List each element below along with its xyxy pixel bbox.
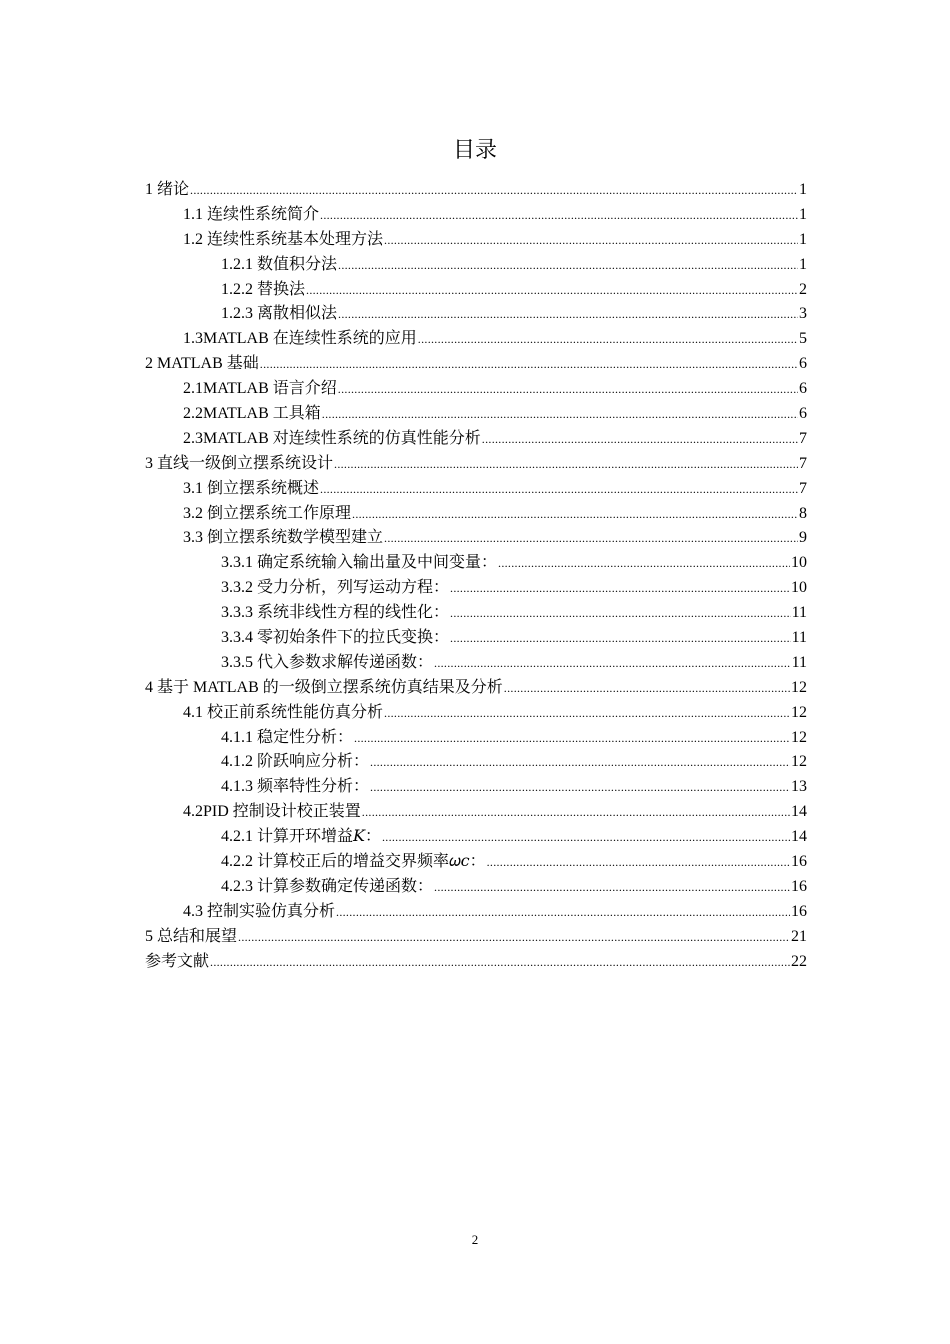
dot-leader [434, 875, 790, 900]
dot-leader [336, 900, 790, 925]
toc-entry[interactable] [145, 178, 807, 203]
toc-entry-label: 4 基于 MATLAB 的一级倒立摆系统仿真结果及分析 [145, 678, 503, 696]
toc-entry-label: 1.2.1 数值积分法 [221, 255, 338, 273]
toc-entry-label: 1.2.2 替换法 [221, 280, 306, 298]
toc-entry-page: 5 [799, 330, 807, 348]
toc-entry[interactable] [145, 850, 807, 875]
toc-entry-page: 14 [791, 828, 807, 846]
toc-entry[interactable] [145, 775, 807, 800]
toc-entry-label: 参考文献 [145, 952, 210, 970]
toc-entry-label: 4.1 校正前系统性能仿真分析 [183, 703, 384, 721]
toc-entry-label: 4.1.1 稳定性分析： [221, 728, 354, 746]
toc-entry[interactable] [145, 452, 807, 477]
toc-entry-page: 7 [799, 429, 807, 447]
toc-entry[interactable] [145, 327, 807, 352]
toc-entry-page: 8 [799, 504, 807, 522]
toc-entry-page: 11 [791, 604, 807, 622]
toc-entry[interactable] [145, 203, 807, 228]
dot-leader [384, 701, 790, 726]
dot-leader [238, 925, 790, 950]
dot-leader [334, 452, 798, 477]
dot-leader [498, 551, 790, 576]
toc-entry-page: 10 [791, 579, 807, 597]
toc-entry[interactable] [145, 427, 807, 452]
toc-entry-page: 13 [791, 778, 807, 796]
toc-entry-label: 4.2.1 计算开环增益𝐾： [221, 828, 381, 846]
toc-entry-page: 2 [799, 280, 807, 298]
toc-entry[interactable] [145, 950, 807, 975]
toc-entry[interactable] [145, 726, 807, 751]
toc-entry-page: 6 [799, 380, 807, 398]
toc-entry-label: 2.2MATLAB 工具箱 [183, 405, 321, 423]
toc-entry-label: 4.1.3 频率特性分析： [221, 778, 370, 796]
toc-entry-page: 12 [791, 678, 807, 696]
dot-leader [354, 726, 790, 751]
toc-entry[interactable] [145, 477, 807, 502]
dot-leader [190, 178, 798, 203]
toc-entry-label: 4.2.2 计算校正后的增益交界频率𝜔𝑐： [221, 853, 486, 871]
toc-entry-label: 3.3.1 确定系统输入输出量及中间变量： [221, 554, 498, 572]
toc-entry[interactable] [145, 925, 807, 950]
toc-entry-label: 5 总结和展望 [145, 927, 238, 945]
toc-entry[interactable] [145, 651, 807, 676]
toc-entry-page: 6 [799, 355, 807, 373]
toc-entry[interactable] [145, 278, 807, 303]
toc-entry[interactable] [145, 352, 807, 377]
dot-leader [338, 377, 798, 402]
toc-entry-page: 12 [791, 728, 807, 746]
toc-entry-label: 3.1 倒立摆系统概述 [183, 479, 320, 497]
toc-entry-page: 3 [799, 305, 807, 323]
toc-entry-label: 4.1.2 阶跃响应分析： [221, 753, 370, 771]
dot-leader [450, 576, 790, 601]
toc-entry[interactable] [145, 701, 807, 726]
toc-entry-page: 14 [791, 803, 807, 821]
toc-entry[interactable] [145, 402, 807, 427]
toc-entry-page: 6 [799, 405, 807, 423]
toc-entry-label: 1.1 连续性系统简介 [183, 205, 320, 223]
toc-entry[interactable] [145, 626, 807, 651]
toc-entry[interactable] [145, 526, 807, 551]
dot-leader [338, 253, 798, 278]
toc-entry-page: 22 [791, 952, 807, 970]
toc-entry[interactable] [145, 825, 807, 850]
toc-entry-label: 2 MATLAB 基础 [145, 355, 259, 373]
dot-leader [352, 502, 798, 527]
toc-entry-label: 1.2 连续性系统基本处理方法 [183, 230, 384, 248]
toc-entry[interactable] [145, 502, 807, 527]
dot-leader [487, 850, 790, 875]
page-number: 2 [471, 1232, 479, 1247]
dot-leader [418, 327, 798, 352]
dot-leader [370, 750, 790, 775]
toc-entry[interactable] [145, 576, 807, 601]
dot-leader [370, 775, 790, 800]
toc-entry-page: 16 [791, 902, 807, 920]
table-of-contents [145, 178, 807, 975]
dot-leader [504, 676, 790, 701]
dot-leader [482, 427, 798, 452]
dot-leader [338, 302, 798, 327]
dot-leader [320, 477, 798, 502]
toc-title: 目录 [452, 138, 497, 163]
toc-entry-label: 3.3.2 受力分析，列写运动方程： [221, 579, 450, 597]
toc-entry[interactable] [145, 900, 807, 925]
toc-entry-page: 11 [791, 653, 807, 671]
toc-entry[interactable] [145, 750, 807, 775]
toc-entry-label: 4.3 控制实验仿真分析 [183, 902, 336, 920]
toc-entry[interactable] [145, 253, 807, 278]
toc-entry-page: 12 [791, 703, 807, 721]
toc-entry[interactable] [145, 228, 807, 253]
toc-entry-page: 11 [791, 629, 807, 647]
toc-entry-label: 3.3.5 代入参数求解传递函数： [221, 653, 434, 671]
toc-entry-label: 4.2.3 计算参数确定传递函数： [221, 877, 434, 895]
toc-entry-page: 1 [799, 230, 807, 248]
toc-entry-label: 2.3MATLAB 对连续性系统的仿真性能分析 [183, 429, 481, 447]
dot-leader [320, 203, 798, 228]
toc-entry-page: 1 [799, 181, 807, 198]
dot-leader [362, 800, 790, 825]
toc-entry-label: 3 直线一级倒立摆系统设计 [145, 454, 334, 472]
dot-leader [384, 526, 798, 551]
toc-entry-page: 9 [799, 529, 807, 547]
toc-entry-label: 1.3MATLAB 在连续性系统的应用 [183, 330, 417, 348]
toc-entry-page: 10 [791, 554, 807, 572]
toc-entry[interactable] [145, 302, 807, 327]
toc-entry-label: 4.2PID 控制设计校正装置 [183, 803, 361, 821]
toc-entry-label: 1.2.3 离散相似法 [221, 305, 338, 323]
dot-leader [434, 651, 791, 676]
toc-entry[interactable] [145, 601, 807, 626]
dot-leader [382, 825, 790, 850]
toc-entry-page: 7 [799, 454, 807, 472]
toc-entry-label: 3.3 倒立摆系统数学模型建立 [183, 529, 384, 547]
toc-entry[interactable] [145, 676, 807, 701]
toc-entry-page: 1 [799, 255, 807, 273]
toc-entry-page: 12 [791, 753, 807, 771]
dot-leader [384, 228, 798, 253]
dot-leader [450, 601, 791, 626]
toc-entry[interactable] [145, 377, 807, 402]
dot-leader [450, 626, 791, 651]
toc-entry-label: 3.3.4 零初始条件下的拉氏变换： [221, 629, 450, 647]
dot-leader [306, 278, 798, 303]
toc-entry[interactable] [145, 551, 807, 576]
dot-leader [210, 950, 790, 975]
toc-entry-label: 2.1MATLAB 语言介绍 [183, 380, 337, 398]
toc-entry-label: 1 绪论 [145, 181, 190, 198]
toc-entry-label: 3.3.3 系统非线性方程的线性化： [221, 604, 450, 622]
toc-entry-page: 1 [799, 205, 807, 223]
toc-entry[interactable] [145, 800, 807, 825]
toc-entry-page: 7 [799, 479, 807, 497]
dot-leader [322, 402, 798, 427]
toc-entry-page: 16 [791, 853, 807, 871]
toc-entry[interactable] [145, 875, 807, 900]
toc-entry-page: 21 [791, 927, 807, 945]
toc-entry-label: 3.2 倒立摆系统工作原理 [183, 504, 352, 522]
toc-entry-page: 16 [791, 877, 807, 895]
dot-leader [260, 352, 798, 377]
